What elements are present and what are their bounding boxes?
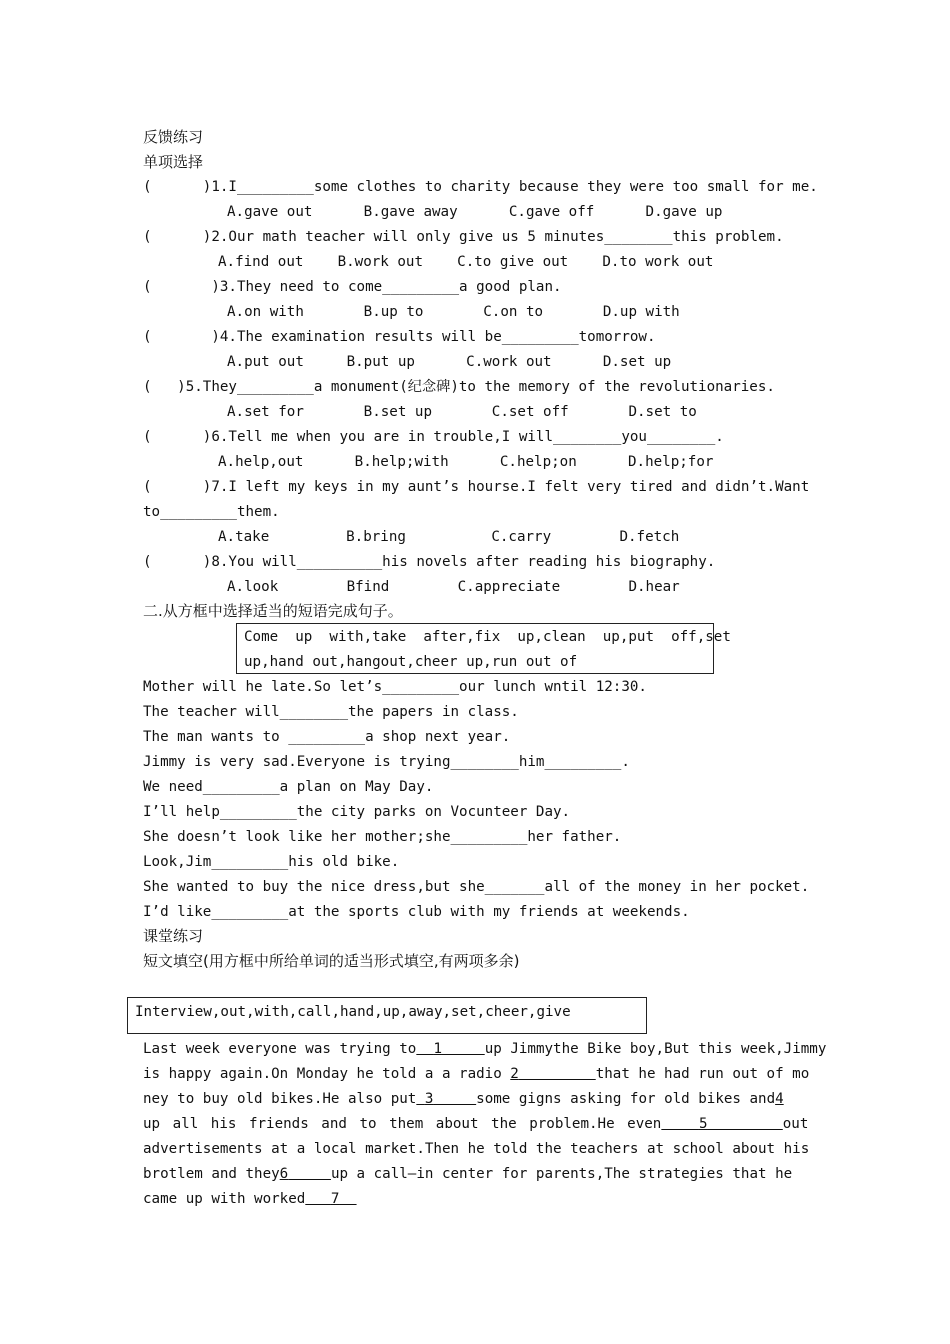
question-2-stem: ( )2.Our math teacher will only give us 5 minutes________this problem.	[143, 229, 784, 245]
section-title-feedback: 反馈练习	[143, 128, 204, 146]
blank-7: 7	[330, 1191, 340, 1207]
question-3-stem: ( )3.They need to come_________a good plan.	[143, 279, 562, 295]
passage-line-6: brotlem and they6 up a call—in center for parents,The strategies that he	[143, 1166, 793, 1182]
question-7-continuation: to_________them.	[143, 504, 280, 520]
passage-line-5: advertisements at a local market.Then he told the teachers at school about his	[143, 1141, 810, 1157]
blank-1: 1	[433, 1041, 442, 1057]
question-8-stem: ( )8.You will__________his novels after reading his biography.	[143, 554, 716, 570]
question-4-stem: ( )4.The examination results will be_________tomorrow.	[143, 329, 656, 345]
section-title-phrases: 二.从方框中选择适当的短语完成句子。	[143, 602, 403, 620]
section-instruction-cloze: 短文填空(用方框中所给单词的适当形式填空,有两项多余)	[143, 952, 520, 970]
passage-line-1: Last week everyone was trying to 1 up Jimmythe Bike boy,But this week,Jimmy	[143, 1041, 827, 1057]
question-6-stem: ( )6.Tell me when you are in trouble,I will________you________.	[143, 429, 724, 445]
blank-6: 6	[279, 1166, 289, 1182]
question-8-options: A.look Bfind C.appreciate D.hear	[227, 579, 680, 595]
question-6-options: A.help,out B.help;with C.help;on D.help;for	[218, 454, 714, 470]
sentence-7: She doesn’t look like her mother;she_________her father.	[143, 829, 622, 845]
phrase-box-line-1: Come up with,take after,fix up,clean up,put off,set	[244, 629, 731, 645]
question-2-options: A.find out B.work out C.to give out D.to work out	[218, 254, 714, 270]
question-7-options: A.take B.bring C.carry D.fetch	[218, 529, 680, 545]
sentence-2: The teacher will________the papers in class.	[143, 704, 519, 720]
phrase-box-line-2: up,hand out,hangout,cheer up,run out of	[244, 654, 578, 670]
question-5-options: A.set for B.set up C.set off D.set to	[227, 404, 697, 420]
sentence-6: I’ll help_________the city parks on Vocunteer Day.	[143, 804, 571, 820]
word-box-text: Interview,out,with,call,hand,up,away,set,cheer,give	[135, 1004, 571, 1020]
blank-3: 3	[424, 1091, 434, 1107]
question-1-stem: ( )1.I_________some clothes to charity because they were too small for me.	[143, 179, 818, 195]
sentence-5: We need_________a plan on May Day.	[143, 779, 434, 795]
section-title-classroom: 课堂练习	[143, 927, 204, 945]
sentence-1: Mother will he late.So let’s_________our lunch wntil 12:30.	[143, 679, 647, 695]
sentence-10: I’d like_________at the sports club with my friends at weekends.	[143, 904, 690, 920]
passage-line-2: is happy again.On Monday he told a a radio 2 that he had run out of mo	[143, 1066, 810, 1082]
blank-5: 5	[698, 1116, 708, 1132]
question-4-options: A.put out B.put up C.work out D.set up	[227, 354, 672, 370]
passage-line-4: up all his friends and to them about the problem.He even 5 out	[143, 1116, 809, 1132]
question-7-stem: ( )7.I left my keys in my aunt’s hourse.I felt very tired and didn’t.Want	[143, 479, 810, 495]
blank-4: 4	[775, 1091, 784, 1107]
section-subtitle-single-choice: 单项选择	[143, 153, 204, 171]
sentence-8: Look,Jim_________his old bike.	[143, 854, 400, 870]
blank-2: 2	[510, 1066, 519, 1082]
sentence-3: The man wants to _________a shop next year.	[143, 729, 511, 745]
question-1-options: A.gave out B.gave away C.gave off D.gave up	[227, 204, 723, 220]
question-3-options: A.on with B.up to C.on to D.up with	[227, 304, 680, 320]
question-5-stem: ( )5.They_________a monument(纪念碑)to the memory of the revolutionaries.	[143, 379, 775, 395]
passage-line-7: came up with worked 7	[143, 1191, 340, 1207]
sentence-4: Jimmy is very sad.Everyone is trying________him_________.	[143, 754, 630, 770]
sentence-9: She wanted to buy the nice dress,but she_______all of the money in her pocket.	[143, 879, 810, 895]
passage-line-3: ney to buy old bikes.He also put 3 some gigns asking for old bikes and4	[143, 1091, 784, 1107]
